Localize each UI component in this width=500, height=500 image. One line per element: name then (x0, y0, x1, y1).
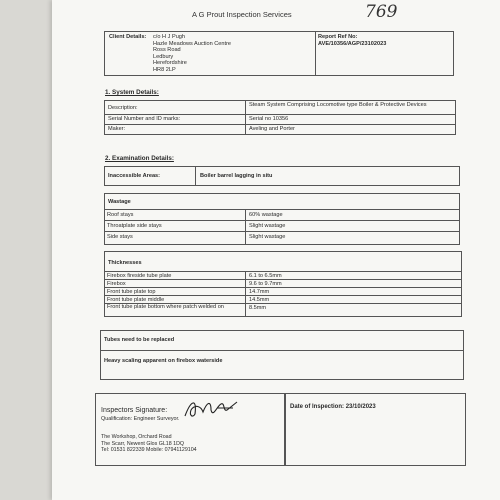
qualification: Qualification: Engineer Surveyor. (101, 416, 180, 422)
thickness-row-value: 14.7mm (249, 289, 270, 295)
workshop-address: The Workshop, Orchard Road The Scarr, Newent Glos GL18 1DQ Tel: 01531 822339 Mobile: 07941129104 (101, 434, 197, 454)
date-of-inspection: Date of Inspection: 23/10/2023 (290, 404, 376, 410)
thickness-row-value: 9.6 to 9.7mm (249, 281, 282, 287)
thickness-table (104, 251, 462, 317)
wastage-row-label: Side stays (107, 234, 133, 240)
thickness-row-label: Firebox (107, 281, 126, 287)
signature-label: Inspectors Signature: (101, 407, 168, 414)
system-row-value: Aveling and Porter (249, 126, 295, 132)
signature-icon (181, 396, 241, 422)
system-row-value: Steam System Comprising Locomotive type Boiler & Protective Devices (249, 102, 427, 108)
system-details-table (104, 100, 456, 135)
thickness-row-label: Front tube plate middle (107, 297, 165, 303)
wastage-row-label: Roof stays (107, 212, 134, 218)
thickness-title: Thicknesses (108, 260, 142, 266)
thickness-row-label: Front tube plate top (107, 289, 156, 295)
inaccessible-areas-box (104, 166, 460, 186)
company-title: A G Prout Inspection Services (192, 10, 292, 19)
thickness-row-value: 8.5mm (249, 305, 267, 311)
client-address: c/o H J Pugh Hazle Meadows Auction Centre Ross Road Ledbury Herefordshire HR8 2LP (153, 34, 232, 73)
report-ref-value: AVE/10356/AGP/23102023 (318, 41, 387, 47)
tubes-title: Tubes need to be replaced (104, 337, 175, 343)
examination-details-title: 2. Examination Details: (105, 155, 174, 162)
wastage-row-value: Slight wastage (249, 223, 286, 229)
system-row-label: Description: (108, 105, 138, 111)
thickness-row-value: 14.5mm (249, 297, 270, 303)
tubes-box (100, 330, 464, 380)
wastage-row-label: Throatplate side stays (107, 223, 162, 229)
wastage-table (104, 193, 460, 245)
client-label: Client Details: (109, 34, 147, 40)
system-row-label: Serial Number and ID marks: (108, 116, 181, 122)
signature-box (95, 393, 285, 466)
wastage-row-value: 60% wastage (249, 212, 283, 218)
system-row-value: Serial no 10356 (249, 116, 289, 122)
scaling-note: Heavy scaling apparent on firebox waterside (104, 358, 223, 364)
date-box (285, 393, 466, 466)
handwritten-number: 769 (365, 2, 398, 22)
thickness-row-label: Front tube plate bottom where patch welded on (107, 304, 224, 310)
report-ref-label: Report Ref No: (318, 34, 358, 40)
inaccessible-label: Inaccessible Areas: (108, 173, 161, 179)
inaccessible-value: Boiler barrel lagging in situ (200, 173, 273, 179)
report-sheet (52, 0, 500, 500)
wastage-title: Wastage (108, 199, 131, 205)
thickness-row-value: 6.1 to 6.5mm (249, 273, 282, 279)
wastage-row-value: Slight wastage (249, 234, 286, 240)
system-details-title: 1. System Details: (105, 89, 159, 96)
client-details-box (104, 31, 454, 76)
system-row-label: Maker: (108, 126, 126, 132)
thickness-row-label: Firebox fireside tube plate (107, 273, 172, 279)
